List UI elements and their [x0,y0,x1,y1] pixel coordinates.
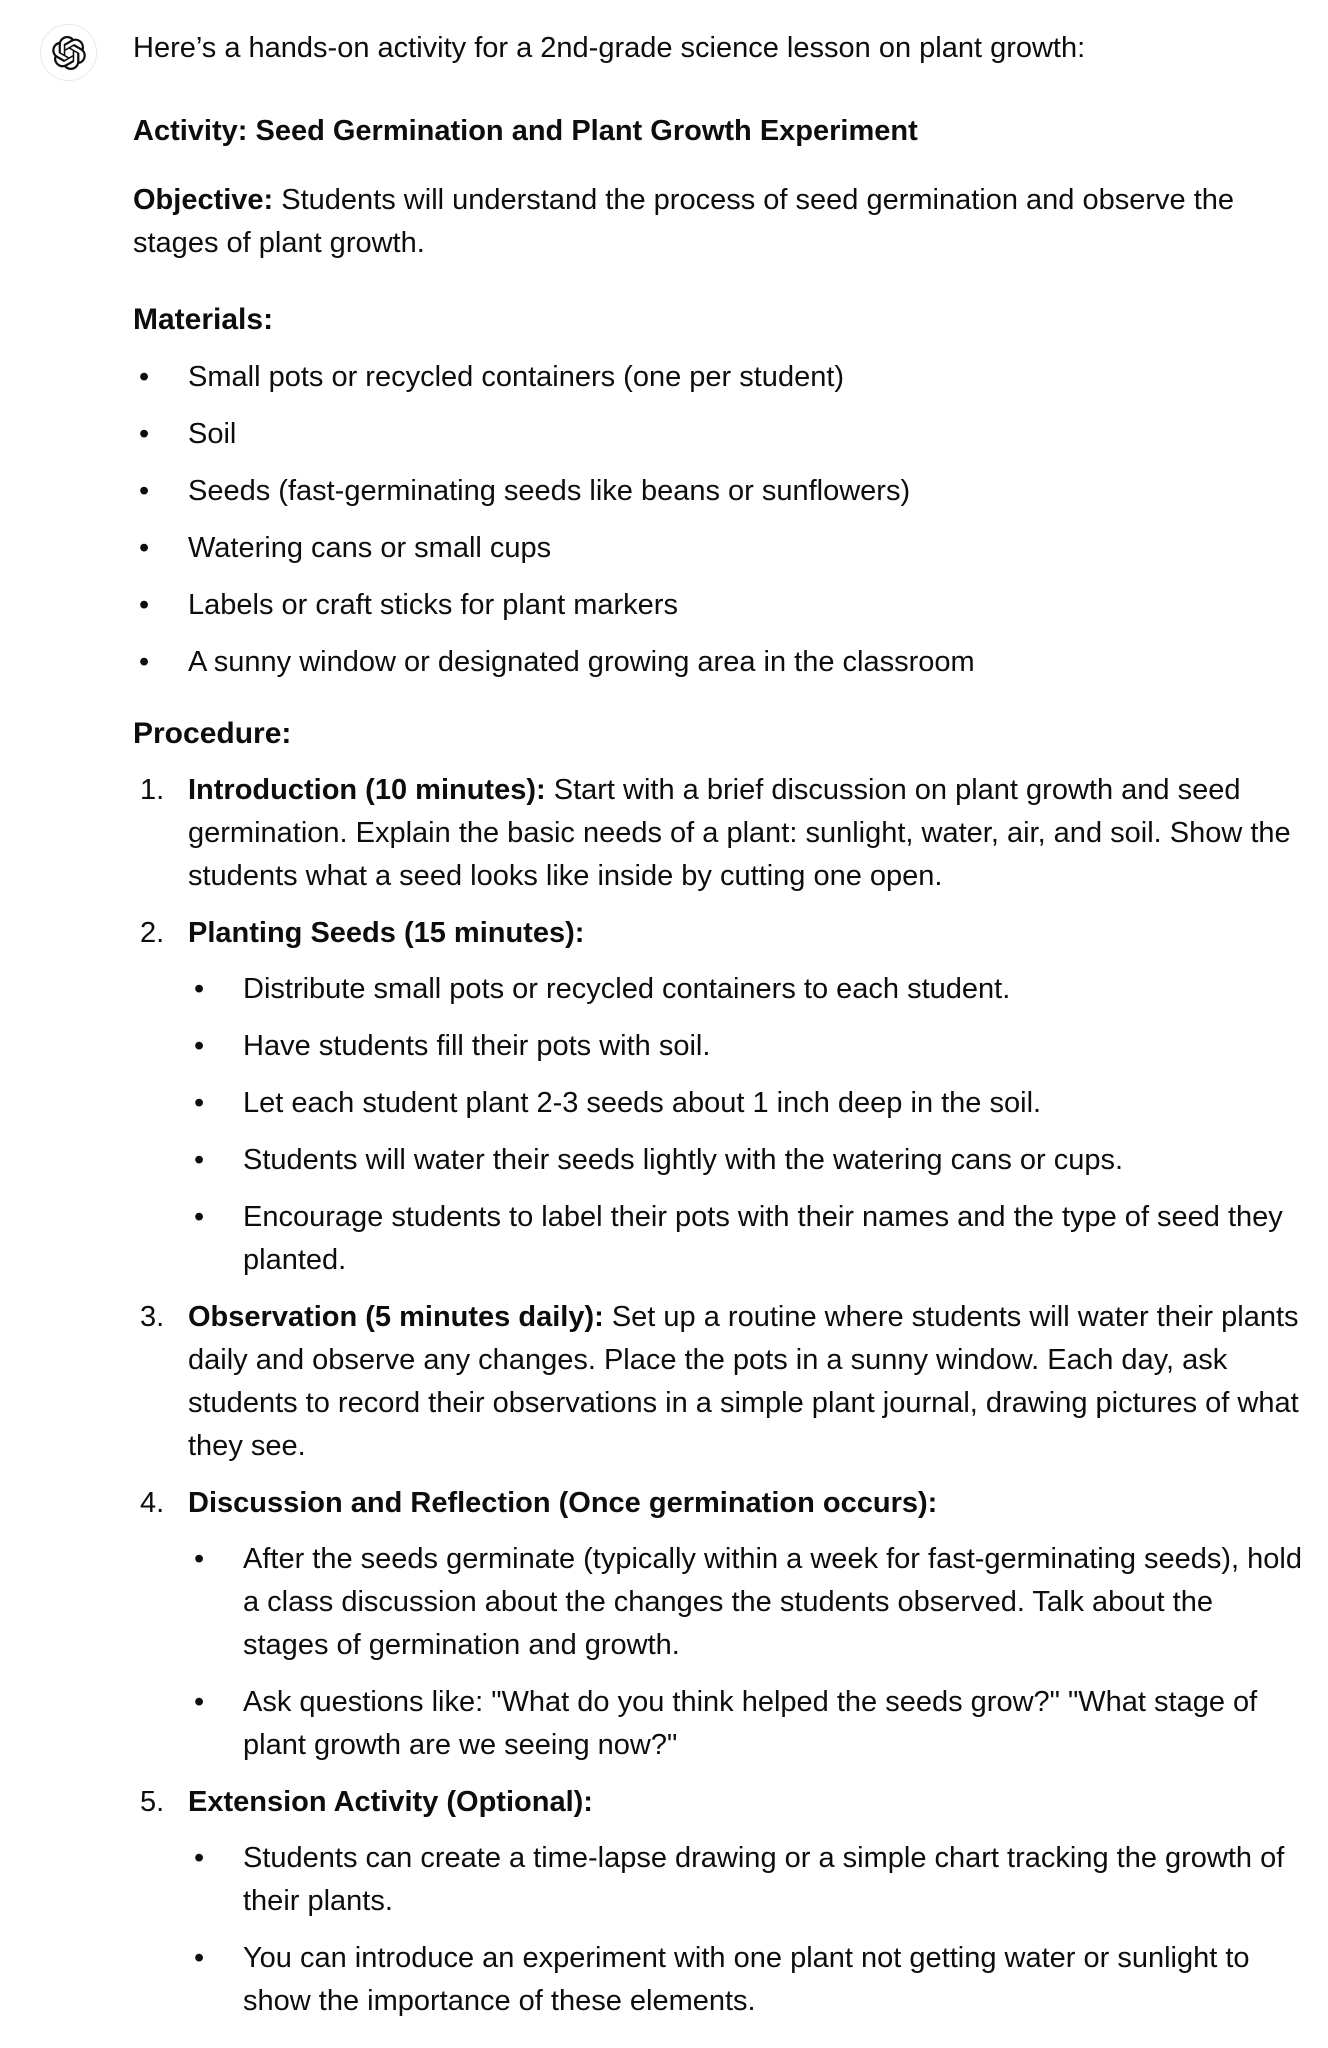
bullet-list-item [133,527,1303,570]
bullet-icon: • [139,475,150,507]
bullet-icon: • [194,1543,205,1575]
bullet-list-item [133,413,1303,456]
materials-item-text: Labels or craft sticks for plant markers [188,589,678,621]
bullet-list-item [188,1937,1303,2023]
openai-logo-icon [52,36,86,70]
step-bullet-text: You can introduce an experiment with one plant not getting water or sunlight to show the importance of these elements. [243,1942,1250,2017]
bullet-icon: • [194,973,205,1005]
bullet-list-item [188,1196,1303,1282]
intro-text: Here’s a hands-on activity for a 2nd-grade science lesson on plant growth: [133,32,1086,64]
bullet-list-item [188,1025,1303,1068]
step-bullet-list [188,1538,1303,1767]
assistant-avatar [40,24,97,81]
step-title: Extension Activity (Optional): [188,1786,593,1818]
bullet-icon: • [194,1686,205,1718]
bullet-icon: • [194,1144,205,1176]
procedure-heading: Procedure: [133,717,292,750]
step-bullet-text: Have students fill their pots with soil. [243,1030,711,1062]
bullet-list-item [133,470,1303,513]
bullet-icon: • [194,1087,205,1119]
procedure-step [133,912,1303,1282]
step-bullet-list [188,968,1303,1282]
step-bullet-text: Let each student plant 2-3 seeds about 1 inch deep in the soil. [243,1087,1042,1119]
bullet-list-item [188,1681,1303,1767]
step-title: Introduction (10 minutes): [188,774,546,806]
procedure-step [133,769,1303,898]
step-title: Discussion and Reflection (Once germination occurs): [188,1487,938,1519]
bullet-list-item [188,1139,1303,1182]
bullet-list-item [133,584,1303,627]
step-bullet-text: Distribute small pots or recycled containers to each student. [243,973,1011,1005]
bullet-icon: • [194,1842,205,1874]
materials-list [133,356,1303,684]
materials-heading: Materials: [133,303,274,336]
step-title: Observation (5 minutes daily): [188,1301,604,1333]
bullet-icon: • [194,1201,205,1233]
procedure-step [133,1781,1303,2023]
procedure-step [133,1296,1303,1468]
procedure-step [133,1482,1303,1767]
materials-item-text: Seeds (fast-germinating seeds like beans or sunflowers) [188,475,911,507]
step-bullet-text: Ask questions like: "What do you think helped the seeds grow?" "What stage of plant growth are we seeing now?" [243,1686,1258,1761]
step-bullet-text: Students will water their seeds lightly with the watering cans or cups. [243,1144,1124,1176]
step-number: 5. [140,1786,165,1818]
step-text: Start with a brief discussion on plant growth and seed germination. Explain the basic needs of a plant: sunlight, water, air, and soil. Show the students what a seed looks like inside by cutting one open. [188,774,1291,892]
bullet-icon: • [139,589,150,621]
materials-item-text: Watering cans or small cups [188,532,552,564]
bullet-icon: • [194,1942,205,1974]
step-number: 4. [140,1487,165,1519]
bullet-icon: • [194,1030,205,1062]
bullet-list-item [133,641,1303,684]
step-bullet-text: After the seeds germinate (typically within a week for fast-germinating seeds), hold a class discussion about the changes the students observed. Talk about the stages of germination and growth. [243,1543,1302,1661]
materials-item-text: Soil [188,418,237,450]
step-number: 3. [140,1301,165,1333]
materials-item-text: A sunny window or designated growing area in the classroom [188,646,975,678]
bullet-icon: • [139,361,150,393]
step-number: 2. [140,917,165,949]
step-bullet-text: Students can create a time-lapse drawing or a simple chart tracking the growth of their plants. [243,1842,1285,1917]
step-text: Set up a routine where students will water their plants daily and observe any changes. Place the pots in a sunny window. Each day, ask students to record their observations in a simple plant journal, drawing pictures of what they see. [188,1301,1299,1462]
bullet-list-item [188,1538,1303,1667]
step-bullet-text: Encourage students to label their pots with their names and the type of seed they planted. [243,1201,1283,1276]
objective-paragraph [133,179,1303,265]
objective-label: Objective: [133,184,274,216]
step-number: 1. [140,774,165,806]
bullet-list-item [188,1837,1303,1923]
bullet-list-item [188,968,1303,1011]
objective-text: Students will understand the process of seed germination and observe the stages of plant growth. [133,184,1235,259]
materials-item-text: Small pots or recycled containers (one per student) [188,361,845,393]
bullet-icon: • [139,532,150,564]
bullet-list-item [133,356,1303,399]
bullet-icon: • [139,418,150,450]
message-content [133,27,1303,2023]
step-title: Planting Seeds (15 minutes): [188,917,585,949]
activity-title: Activity: Seed Germination and Plant Growth Experiment [133,115,918,147]
procedure-list [133,769,1303,2023]
step-bullet-list [188,1837,1303,2023]
bullet-list-item [188,1082,1303,1125]
bullet-icon: • [139,646,150,678]
